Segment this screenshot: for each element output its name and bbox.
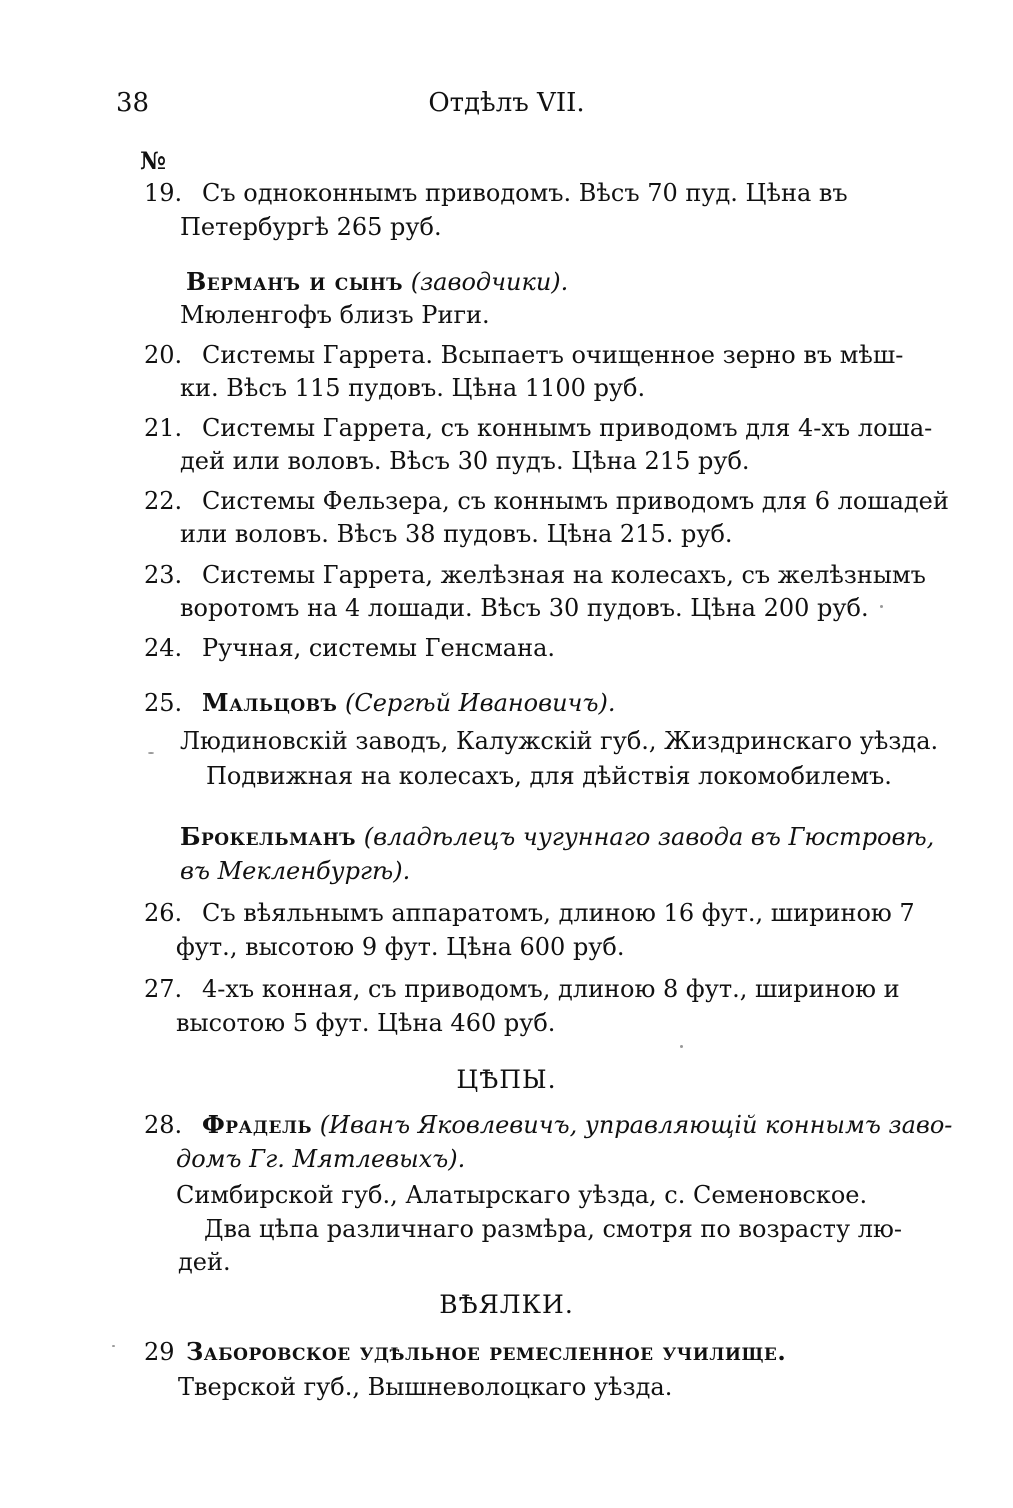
entry-text: Ручная, системы Генсмана. — [202, 634, 556, 662]
entry-text: Системы Фельзера, съ коннымъ приводомъ для 6 лошадей — [202, 487, 949, 515]
entry-text: 4-хъ конная, съ приводомъ, длиною 8 фут., шириною и — [202, 975, 900, 1003]
maker-paren-line2: въ Мекленбургѣ). — [180, 857, 411, 885]
maker-role: (заводчики). — [410, 268, 569, 296]
maker-place: Мюленгофъ близъ Риги. — [180, 301, 490, 329]
maker-paren: (Иванъ Яковлевичъ, управляющій коннымъ заво- — [319, 1111, 953, 1139]
maker-name: Заборовское удѣльное ремесленное училище. — [186, 1337, 787, 1366]
entry-number: 20. — [144, 341, 183, 369]
entry-27 — [144, 974, 900, 1004]
maker-paren: (владѣлецъ чугуннаго завода въ Гюстровѣ, — [363, 823, 935, 851]
entry-text: Съ одноконнымъ приводомъ. Вѣсъ 70 пуд. Цѣна въ — [202, 179, 848, 207]
section-heading-flails: ЦѢПЫ. — [456, 1065, 557, 1094]
numero-sign: № — [140, 146, 167, 175]
entry-description: Два цѣпа различнаго размѣра, смотря по возрасту лю- — [204, 1215, 902, 1243]
entry-number: 26. — [144, 899, 183, 927]
maker-name: Фрадель — [202, 1110, 313, 1139]
maker-name: Мальцовъ — [202, 688, 338, 717]
entry-23 — [144, 560, 926, 590]
scan-speck — [680, 1045, 683, 1048]
entry-text: Системы Гаррета, желѣзная на колесахъ, съ желѣзнымъ — [202, 561, 926, 589]
maker-name: Верманъ и сынъ — [186, 267, 404, 296]
entry-21 — [144, 413, 932, 443]
entry-text: Системы Гаррета. Всыпаетъ очищенное зерно въ мѣш- — [202, 341, 904, 369]
entry-28-fradel — [144, 1110, 952, 1140]
maker-paren: (Сергѣй Ивановичъ). — [344, 689, 616, 717]
scan-speck — [112, 1345, 115, 1347]
entry-29-zaborovskoe — [144, 1337, 786, 1367]
scan-speck — [880, 605, 883, 608]
entry-number: 28. — [144, 1111, 183, 1139]
entry-26 — [144, 898, 915, 928]
maker-brokelmann — [180, 822, 934, 852]
entry-number: 23. — [144, 561, 183, 589]
entry-25-maltsov — [144, 688, 615, 718]
maker-place: Тверской губ., Вышневолоцкаго уѣзда. — [178, 1373, 673, 1401]
entry-number: 24. — [144, 634, 183, 662]
scan-speck — [148, 752, 154, 754]
entry-text: Съ вѣяльнымъ аппаратомъ, длиною 16 фут., шириною 7 — [202, 899, 915, 927]
entry-description: Подвижная на колесахъ, для дѣйствія локомобилемъ. — [206, 762, 892, 790]
entry-description-line2: дей. — [178, 1248, 231, 1276]
maker-paren-line2: домъ Гг. Мятлевыхъ). — [176, 1145, 466, 1173]
entry-21-line2: дей или воловъ. Вѣсъ 30 пудъ. Цѣна 215 руб. — [180, 447, 750, 475]
entry-number: 29 — [144, 1338, 175, 1366]
entry-19-line2: Петербургѣ 265 руб. — [180, 213, 442, 241]
entry-27-line2: высотою 5 фут. Цѣна 460 руб. — [176, 1009, 556, 1037]
entry-number: 21. — [144, 414, 183, 442]
entry-20-line2: ки. Вѣсъ 115 пудовъ. Цѣна 1100 руб. — [180, 374, 646, 402]
entry-19 — [144, 178, 848, 208]
entry-22 — [144, 486, 949, 516]
maker-place: Людиновскій заводъ, Калужскій губ., Жиздринскаго уѣзда. — [180, 727, 939, 755]
maker-wermann — [186, 267, 568, 297]
section-heading-winnowers: ВѢЯЛКИ. — [439, 1290, 574, 1319]
maker-name: Брокельманъ — [180, 822, 357, 851]
page-number: 38 — [116, 88, 150, 118]
entry-number: 27. — [144, 975, 183, 1003]
section-header: Отдѣлъ VII. — [428, 88, 585, 118]
entry-20 — [144, 340, 903, 370]
entry-number: 25. — [144, 689, 183, 717]
entry-23-line2: воротомъ на 4 лошади. Вѣсъ 30 пудовъ. Цѣна 200 руб. — [180, 594, 869, 622]
entry-22-line2: или воловъ. Вѣсъ 38 пудовъ. Цѣна 215. руб. — [180, 520, 733, 548]
entry-number: 19. — [144, 179, 183, 207]
entry-number: 22. — [144, 487, 183, 515]
entry-text: Системы Гаррета, съ коннымъ приводомъ для 4-хъ лоша- — [202, 414, 933, 442]
entry-26-line2: фут., высотою 9 фут. Цѣна 600 руб. — [176, 933, 625, 961]
entry-24 — [144, 633, 555, 663]
maker-place: Симбирской губ., Алатырскаго уѣзда, с. Семеновское. — [176, 1181, 868, 1209]
